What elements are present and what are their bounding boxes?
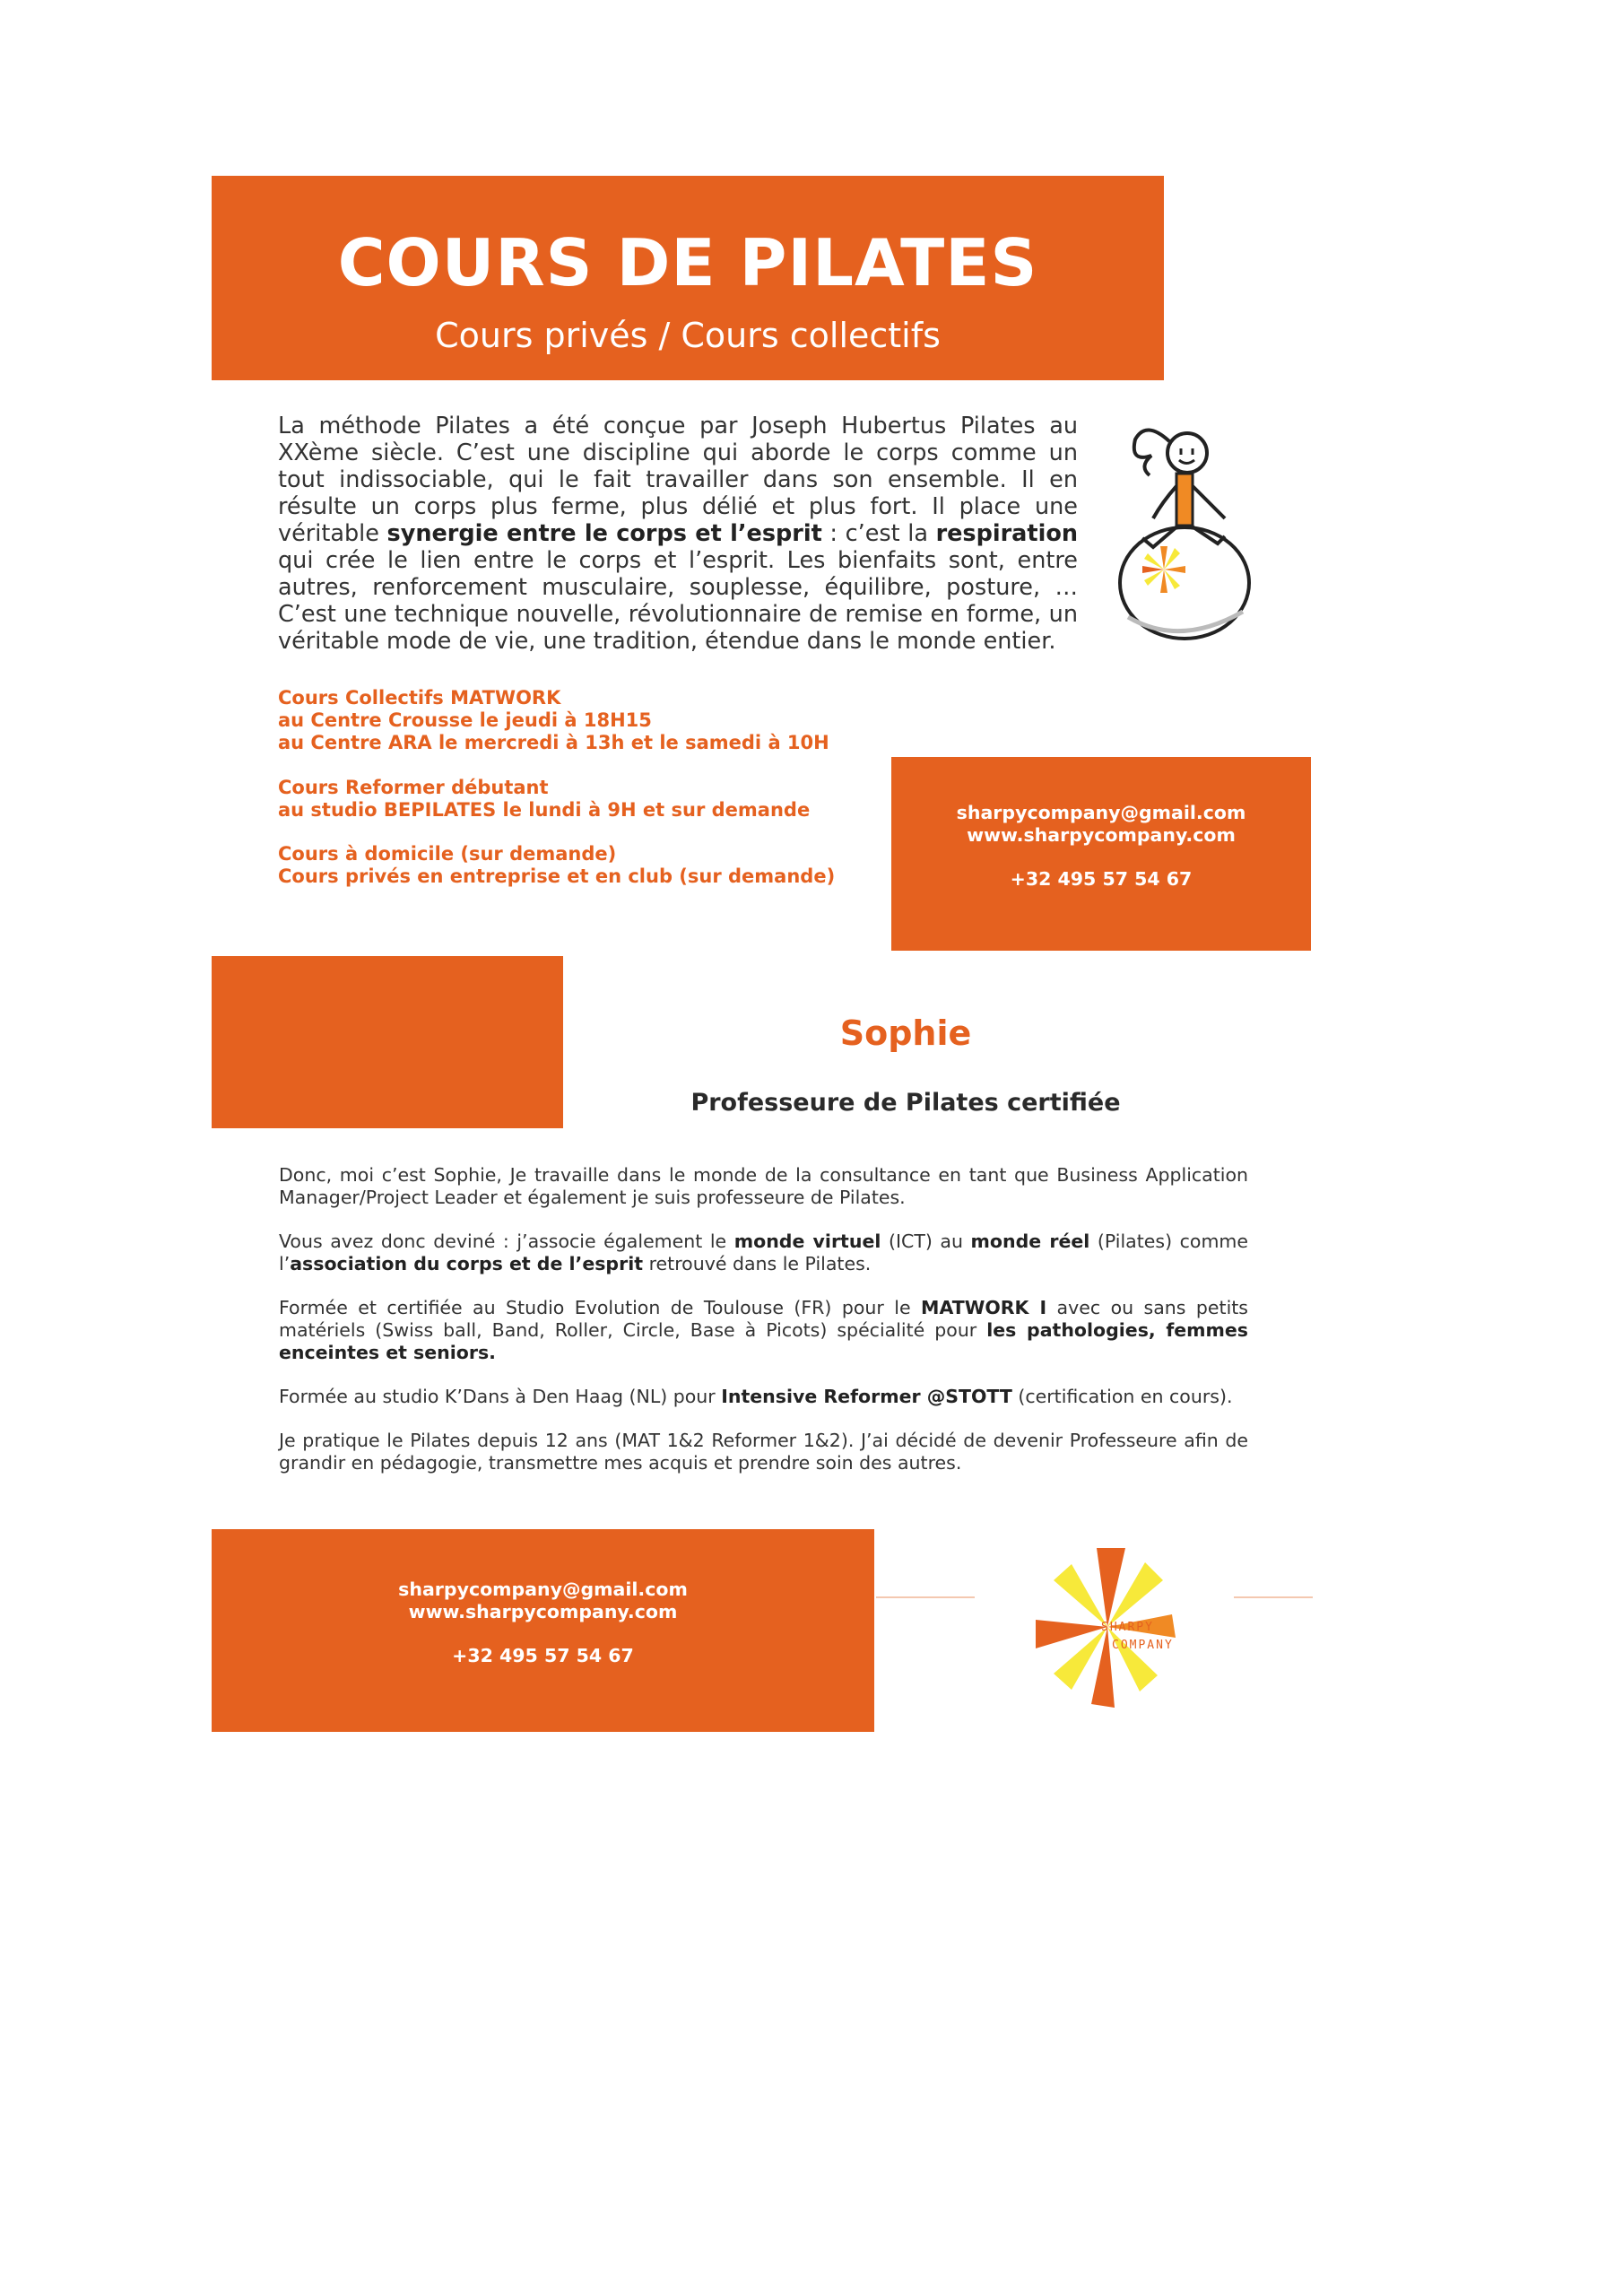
bio-paragraph-4: Formée au studio K’Dans à Den Haag (NL) pour Intensive Reformer @STOTT (certification en cours). (279, 1386, 1233, 1407)
divider-line-right (1234, 1596, 1313, 1598)
header-banner (212, 176, 1164, 380)
intro-text-3: qui crée le lien entre le corps et l’esprit. Les bienfaits sont, entre autres, renforcement musculaire, souplesse, équilibre, posture, … C’est une technique nouvelle, révolutionnaire de remise en forme, un véritable mode de vie, une tradition, étendue dans le monde entier. (278, 547, 1078, 655)
decorative-orange-block (212, 956, 563, 1128)
contact-box-bottom (212, 1529, 874, 1732)
page-subtitle: Cours privés / Cours collectifs (435, 316, 941, 355)
intro-paragraph (278, 413, 1078, 655)
pilates-figure-illustration (1099, 404, 1270, 650)
logo-text-line1: SHARPY (1101, 1621, 1154, 1634)
schedule-matwork-line2: au Centre ARA le mercredi à 13h et le samedi à 10H (278, 732, 829, 753)
schedule-other (278, 843, 888, 888)
intro-text-1: La méthode Pilates a été conçue par Joseph Hubertus Pilates au XXème siècle. C’est une discipline qui aborde le corps comme un tout indissociable, qui le fait travailler dans son ensemble. Il en résulte un corps plus ferme, plus délié et plus fort. Il place une véritable (278, 413, 1078, 547)
page-title: COURS DE PILATES (337, 225, 1038, 300)
schedule-matwork (278, 687, 888, 754)
bio-paragraph-2: Vous avez donc deviné : j’associe également le monde virtuel (ICT) au monde réel (Pilates) comme l’association du corps et de l’esprit retrouvé dans le Pilates. (279, 1231, 1249, 1274)
intro-bold-respiration: respiration (935, 520, 1078, 547)
logo-text-line2: COMPANY (1112, 1639, 1174, 1652)
bio-paragraph-5: Je pratique le Pilates depuis 12 ans (MAT 1&2 Reformer 1&2). J’ai décidé de devenir Professeure afin de grandir en pédagogie, transmettre mes acquis et prendre soin des autres. (279, 1430, 1248, 1474)
bio-paragraph-3: Formée et certifiée au Studio Evolution de Toulouse (FR) pour le MATWORK I avec ou sans petits matériels (Swiss ball, Band, Roller, Circle, Base à Picots) spécialité pour les pathologies, femmes enceintes et seniors. (279, 1297, 1248, 1363)
contact-phone-bottom[interactable]: +32 495 57 54 67 (452, 1645, 634, 1666)
profile-role: Professeure de Pilates certifiée (690, 1089, 1121, 1117)
contact-email[interactable]: sharpycompany@gmail.com (956, 802, 1246, 823)
schedule-matwork-line1: au Centre Crousse le jeudi à 18H15 (278, 709, 652, 731)
divider-line-left (876, 1596, 975, 1598)
sharpy-company-logo (1013, 1539, 1219, 1718)
schedule-matwork-title: Cours Collectifs MATWORK (278, 687, 561, 709)
schedule-home-line: Cours à domicile (sur demande) (278, 843, 617, 865)
schedule-private-line: Cours privés en entreprise et en club (sur demande) (278, 865, 836, 887)
contact-phone[interactable]: +32 495 57 54 67 (1010, 868, 1193, 890)
bio-paragraph-1: Donc, moi c’est Sophie, Je travaille dans le monde de la consultance en tant que Business Application Manager/Project Leader et également je suis professeure de Pilates. (279, 1164, 1248, 1208)
contact-website-bottom[interactable]: www.sharpycompany.com (408, 1601, 678, 1622)
bio-section (279, 1164, 1248, 1496)
contact-box-top (891, 757, 1311, 951)
schedule-reformer-title: Cours Reformer débutant (278, 777, 549, 798)
schedule-reformer-line1: au studio BEPILATES le lundi à 9H et sur demande (278, 799, 811, 821)
intro-bold-synergie: synergie entre le corps et l’esprit (386, 520, 822, 547)
schedule-reformer (278, 777, 888, 822)
contact-email-bottom[interactable]: sharpycompany@gmail.com (398, 1578, 688, 1600)
contact-website[interactable]: www.sharpycompany.com (967, 824, 1236, 846)
profile-name: Sophie (839, 1013, 972, 1053)
intro-text-2: : c’est la (821, 520, 936, 547)
